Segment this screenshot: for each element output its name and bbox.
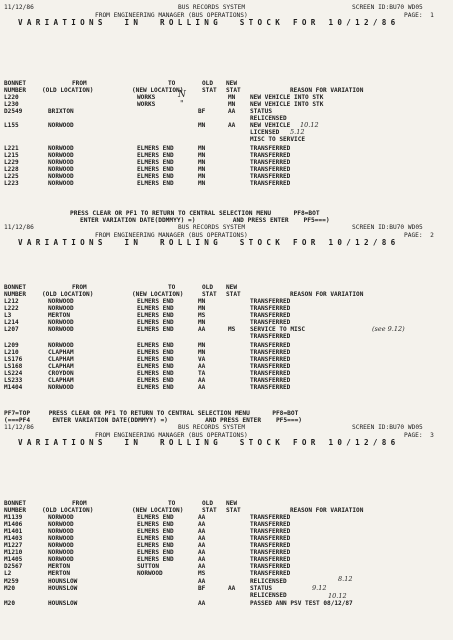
- system-name: BUS RECORDS SYSTEM: [178, 424, 246, 431]
- cell: MN: [198, 122, 206, 129]
- table-row: [0, 159, 453, 166]
- cell: ELMERS END: [137, 166, 174, 173]
- col-old-location: (OLD LOCATION): [42, 87, 94, 94]
- report-date: 11/12/86: [4, 424, 34, 431]
- cell: L207: [4, 326, 19, 333]
- cell: WORKS: [137, 94, 156, 101]
- col-old: OLD: [202, 80, 214, 87]
- handwritten-date: 10.12: [328, 592, 347, 600]
- cell: CROYDON: [48, 370, 74, 377]
- cell: MN: [228, 101, 236, 108]
- cell: SERVICE TO MISC: [250, 326, 306, 333]
- cell: NORWOOD: [48, 145, 74, 152]
- cell: MN: [198, 349, 206, 356]
- cell: MN: [228, 94, 236, 101]
- cell: LS168: [4, 363, 23, 370]
- col-number: NUMBER: [4, 507, 27, 514]
- table-row: [0, 542, 453, 549]
- cell: MS: [198, 312, 206, 319]
- report-source: FROM ENGINEERING MANAGER (BUS OPERATIONS): [95, 432, 248, 439]
- cell: AA: [198, 326, 206, 333]
- table-row: [0, 173, 453, 180]
- cell: STATUS: [250, 585, 273, 592]
- cell: AA: [198, 521, 206, 528]
- report-date: 11/12/86: [4, 4, 34, 11]
- cell: ELMERS END: [137, 180, 174, 187]
- cell: M1139: [4, 514, 23, 521]
- cell: MS: [228, 326, 236, 333]
- cell: MN: [198, 342, 206, 349]
- table-row: [0, 342, 453, 349]
- cell: NEW VEHICLE INTO STK: [250, 94, 324, 101]
- cell: MN: [198, 180, 206, 187]
- cell: AA: [198, 578, 206, 585]
- cell: ELMERS END: [137, 528, 174, 535]
- table-row: [0, 363, 453, 370]
- table-row: [0, 101, 453, 108]
- cell: TRANSFERRED: [250, 180, 291, 187]
- table-row: [0, 166, 453, 173]
- cell: L214: [4, 319, 19, 326]
- cell: ELMERS END: [137, 542, 174, 549]
- screen-id: SCREEN ID:BU70 WD05: [352, 424, 423, 431]
- cell: ELMERS END: [137, 305, 174, 312]
- footer-instruction: PRESS CLEAR OR PF1 TO RETURN TO CENTRAL SELECTION MENU PF8=BOT: [70, 210, 320, 217]
- cell: M1403: [4, 535, 23, 542]
- cell: PASSED ANN PSV TEST 08/12/87: [250, 600, 353, 607]
- cell: NORWOOD: [48, 159, 74, 166]
- table-row: [0, 349, 453, 356]
- table-row: [0, 528, 453, 535]
- cell: NORWOOD: [48, 152, 74, 159]
- cell: CLAPHAM: [48, 363, 74, 370]
- cell: L215: [4, 152, 19, 159]
- table-row: [0, 122, 453, 129]
- cell: L210: [4, 349, 19, 356]
- cell: ELMERS END: [137, 145, 174, 152]
- col-new-stat: STAT: [226, 87, 241, 94]
- cell: AA: [228, 108, 236, 115]
- cell: MERTON: [48, 570, 71, 577]
- cell: CLAPHAM: [48, 349, 74, 356]
- cell: TRANSFERRED: [250, 173, 291, 180]
- cell: NORWOOD: [48, 535, 74, 542]
- cell: TRANSFERRED: [250, 319, 291, 326]
- col-old-stat: STAT: [202, 507, 217, 514]
- handwritten-date: 10.12: [300, 121, 319, 129]
- cell: TRANSFERRED: [250, 535, 291, 542]
- cell: TRANSFERRED: [250, 370, 291, 377]
- footer-prompt: ENTER VARIATION DATE(DDMMYY) =) AND PRESS ENTER PF5===): [80, 217, 330, 224]
- cell: ELMERS END: [137, 549, 174, 556]
- cell: NORWOOD: [48, 384, 74, 391]
- cell: SUTTON: [137, 563, 160, 570]
- cell: NORWOOD: [48, 342, 74, 349]
- table-row: [0, 298, 453, 305]
- cell: HOUNSLOW: [48, 600, 78, 607]
- col-new-stat: STAT: [226, 507, 241, 514]
- cell: TRANSFERRED: [250, 145, 291, 152]
- cell: AA: [198, 600, 206, 607]
- cell: MN: [198, 305, 206, 312]
- cell: L212: [4, 298, 19, 305]
- cell: ELMERS END: [137, 370, 174, 377]
- col-old: OLD: [202, 284, 214, 291]
- cell: L222: [4, 305, 19, 312]
- table-row: [0, 145, 453, 152]
- col-reason: REASON FOR VARIATION: [290, 507, 364, 514]
- cell: AA: [198, 549, 206, 556]
- cell: HOUNSLOW: [48, 585, 78, 592]
- cell: TRANSFERRED: [250, 570, 291, 577]
- col-old-location: (OLD LOCATION): [42, 507, 94, 514]
- cell: TRANSFERRED: [250, 342, 291, 349]
- cell: BF: [198, 108, 206, 115]
- table-row: [0, 356, 453, 363]
- table-row: [0, 136, 453, 143]
- cell: AA: [198, 542, 206, 549]
- table-row: [0, 384, 453, 391]
- cell: ELMERS END: [137, 356, 174, 363]
- table-row: [0, 94, 453, 101]
- cell: AA: [198, 363, 206, 370]
- table-row: [0, 370, 453, 377]
- screen-id: SCREEN ID:BU70 WD05: [352, 4, 423, 11]
- col-old-stat: STAT: [202, 87, 217, 94]
- col-reason: REASON FOR VARIATION: [290, 291, 364, 298]
- col-new-location: (NEW LOCATION): [132, 87, 184, 94]
- cell: M1210: [4, 549, 23, 556]
- cell: MN: [198, 159, 206, 166]
- cell: BRIXTON: [48, 108, 74, 115]
- cell: LS224: [4, 370, 23, 377]
- cell: AA: [198, 556, 206, 563]
- cell: STATUS: [250, 108, 273, 115]
- cell: L2: [4, 570, 12, 577]
- cell: NORWOOD: [48, 180, 74, 187]
- cell: TA: [198, 370, 206, 377]
- cell: M1406: [4, 521, 23, 528]
- table-row: [0, 585, 453, 592]
- cell: NORWOOD: [48, 549, 74, 556]
- table-row: [0, 129, 453, 136]
- cell: TRANSFERRED: [250, 152, 291, 159]
- col-number: NUMBER: [4, 87, 27, 94]
- table-row: [0, 578, 453, 585]
- cell: ELMERS END: [137, 326, 174, 333]
- handwritten-note: (see 9.12): [372, 325, 405, 333]
- cell: L220: [4, 94, 19, 101]
- cell: NORWOOD: [48, 521, 74, 528]
- cell: AA: [198, 528, 206, 535]
- col-from: FROM: [72, 284, 87, 291]
- cell: RELICENSED: [250, 592, 287, 599]
- col-from: FROM: [72, 80, 87, 87]
- table-row: [0, 535, 453, 542]
- cell: M1227: [4, 542, 23, 549]
- report-title: VARIATIONS IN ROLLING STOCK FOR 10/12/86: [18, 238, 400, 247]
- cell: D2567: [4, 563, 23, 570]
- cell: TRANSFERRED: [250, 333, 291, 340]
- col-from: FROM: [72, 500, 87, 507]
- cell: ELMERS END: [137, 514, 174, 521]
- cell: CLAPHAM: [48, 356, 74, 363]
- cell: LICENSED: [250, 129, 280, 136]
- cell: MS: [198, 570, 206, 577]
- cell: BF: [198, 585, 206, 592]
- col-new-location: (NEW LOCATION): [132, 291, 184, 298]
- cell: L3: [4, 312, 12, 319]
- report-date: 11/12/86: [4, 224, 34, 231]
- cell: AA: [228, 585, 236, 592]
- cell: AA: [198, 563, 206, 570]
- table-row: [0, 521, 453, 528]
- cell: TRANSFERRED: [250, 514, 291, 521]
- col-new: NEW: [226, 284, 238, 291]
- cell: NEW VEHICLE INTO STK: [250, 101, 324, 108]
- cell: ELMERS END: [137, 173, 174, 180]
- cell: MERTON: [48, 312, 71, 319]
- handwritten-date: 5.12: [290, 128, 305, 136]
- cell: MN: [198, 145, 206, 152]
- cell: NORWOOD: [48, 319, 74, 326]
- table-row: [0, 377, 453, 384]
- cell: MN: [198, 166, 206, 173]
- table-row: [0, 549, 453, 556]
- cell: L209: [4, 342, 19, 349]
- table-row: [0, 180, 453, 187]
- cell: NORWOOD: [48, 122, 74, 129]
- report-source: FROM ENGINEERING MANAGER (BUS OPERATIONS): [95, 12, 248, 19]
- col-new-stat: STAT: [226, 291, 241, 298]
- report-source: FROM ENGINEERING MANAGER (BUS OPERATIONS): [95, 232, 248, 239]
- column-header: [0, 500, 453, 514]
- cell: TRANSFERRED: [250, 305, 291, 312]
- handwritten-mark: N: [178, 90, 186, 100]
- cell: WORKS: [137, 101, 156, 108]
- cell: L230: [4, 101, 19, 108]
- cell: M1404: [4, 384, 23, 391]
- handwritten-date: 8.12: [338, 575, 353, 583]
- col-to: TO: [168, 284, 176, 291]
- cell: MN: [198, 173, 206, 180]
- report-title: VARIATIONS IN ROLLING STOCK FOR 10/12/86: [18, 18, 400, 27]
- cell: AA: [228, 122, 236, 129]
- cell: TRANSFERRED: [250, 549, 291, 556]
- cell: ELMERS END: [137, 363, 174, 370]
- cell: AA: [198, 384, 206, 391]
- cell: AA: [198, 535, 206, 542]
- page-number: PAGE: 3: [404, 432, 434, 439]
- screen-id: SCREEN ID:BU70 WD05: [352, 224, 423, 231]
- table-row: [0, 556, 453, 563]
- cell: ELMERS END: [137, 342, 174, 349]
- col-old-location: (OLD LOCATION): [42, 291, 94, 298]
- page-number: PAGE: 2: [404, 232, 434, 239]
- cell: RELICENSED: [250, 578, 287, 585]
- table-row: [0, 152, 453, 159]
- cell: NORWOOD: [48, 326, 74, 333]
- cell: ELMERS END: [137, 535, 174, 542]
- cell: ELMERS END: [137, 384, 174, 391]
- cell: ELMERS END: [137, 349, 174, 356]
- cell: TRANSFERRED: [250, 556, 291, 563]
- table-row: [0, 108, 453, 115]
- cell: M259: [4, 578, 19, 585]
- report-title: VARIATIONS IN ROLLING STOCK FOR 10/12/86: [18, 438, 400, 447]
- col-number: NUMBER: [4, 291, 27, 298]
- page-number: PAGE: 1: [404, 12, 434, 19]
- cell: NORWOOD: [48, 305, 74, 312]
- cell: TRANSFERRED: [250, 356, 291, 363]
- cell: D2549: [4, 108, 23, 115]
- footer-prompt: (===PF4 ENTER VARIATION DATE(DDMMYY) =) AND PRESS ENTER PF5===): [4, 417, 303, 424]
- cell: TRANSFERRED: [250, 363, 291, 370]
- cell: TRANSFERRED: [250, 384, 291, 391]
- cell: TRANSFERRED: [250, 159, 291, 166]
- system-name: BUS RECORDS SYSTEM: [178, 224, 246, 231]
- cell: NORWOOD: [137, 570, 163, 577]
- column-header: [0, 284, 453, 298]
- cell: L223: [4, 180, 19, 187]
- cell: LS233: [4, 377, 23, 384]
- cell: TRANSFERRED: [250, 298, 291, 305]
- cell: NORWOOD: [48, 542, 74, 549]
- table-row: [0, 600, 453, 607]
- cell: L221: [4, 145, 19, 152]
- col-new: NEW: [226, 500, 238, 507]
- cell: CLAPHAM: [48, 377, 74, 384]
- cell: RELICENSED: [250, 115, 287, 122]
- cell: ELMERS END: [137, 377, 174, 384]
- cell: LS176: [4, 356, 23, 363]
- cell: NORWOOD: [48, 173, 74, 180]
- table-row: [0, 115, 453, 122]
- cell: NORWOOD: [48, 528, 74, 535]
- column-header: [0, 80, 453, 94]
- cell: ELMERS END: [137, 159, 174, 166]
- footer-instruction: PF7=TOP PRESS CLEAR OR PF1 TO RETURN TO CENTRAL SELECTION MENU PF8=BOT: [4, 410, 299, 417]
- col-to: TO: [168, 80, 176, 87]
- table-row: [0, 305, 453, 312]
- cell: ELMERS END: [137, 152, 174, 159]
- col-bonnet: BONNET: [4, 500, 27, 507]
- table-row: [0, 592, 453, 599]
- table-row: [0, 514, 453, 521]
- cell: HOUNSLOW: [48, 578, 78, 585]
- cell: ELMERS END: [137, 319, 174, 326]
- cell: M20: [4, 600, 16, 607]
- cell: MN: [198, 319, 206, 326]
- table-row: [0, 563, 453, 570]
- col-reason: REASON FOR VARIATION: [290, 87, 364, 94]
- col-new: NEW: [226, 80, 238, 87]
- table-row: [0, 570, 453, 577]
- cell: TRANSFERRED: [250, 377, 291, 384]
- system-name: BUS RECORDS SYSTEM: [178, 4, 246, 11]
- cell: TRANSFERRED: [250, 166, 291, 173]
- table-row: [0, 312, 453, 319]
- cell: M1401: [4, 528, 23, 535]
- cell: ELMERS END: [137, 521, 174, 528]
- table-row: [0, 333, 453, 340]
- cell: TRANSFERRED: [250, 528, 291, 535]
- cell: ELMERS END: [137, 298, 174, 305]
- cell: AA: [198, 377, 206, 384]
- col-to: TO: [168, 500, 176, 507]
- col-old: OLD: [202, 500, 214, 507]
- cell: M1405: [4, 556, 23, 563]
- cell: ELMERS END: [137, 556, 174, 563]
- cell: MERTON: [48, 563, 71, 570]
- cell: TRANSFERRED: [250, 563, 291, 570]
- handwritten-date: 9.12: [312, 584, 327, 592]
- cell: NORWOOD: [48, 298, 74, 305]
- cell: TRANSFERRED: [250, 312, 291, 319]
- cell: NORWOOD: [48, 166, 74, 173]
- cell: L155: [4, 122, 19, 129]
- cell: TRANSFERRED: [250, 521, 291, 528]
- cell: L225: [4, 173, 19, 180]
- cell: ELMERS END: [137, 312, 174, 319]
- col-bonnet: BONNET: [4, 80, 27, 87]
- cell: L229: [4, 159, 19, 166]
- cell: NORWOOD: [48, 556, 74, 563]
- cell: M20: [4, 585, 16, 592]
- col-bonnet: BONNET: [4, 284, 27, 291]
- col-old-stat: STAT: [202, 291, 217, 298]
- cell: TRANSFERRED: [250, 542, 291, 549]
- cell: MN: [198, 298, 206, 305]
- cell: MISC TO SERVICE: [250, 136, 306, 143]
- cell: TRANSFERRED: [250, 349, 291, 356]
- cell: AA: [198, 514, 206, 521]
- cell: NEW VEHICLE: [250, 122, 291, 129]
- cell: VA: [198, 356, 206, 363]
- cell: MN: [198, 152, 206, 159]
- col-new-location: (NEW LOCATION): [132, 507, 184, 514]
- cell: L228: [4, 166, 19, 173]
- cell: NORWOOD: [48, 514, 74, 521]
- handwritten-mark: ": [180, 99, 184, 108]
